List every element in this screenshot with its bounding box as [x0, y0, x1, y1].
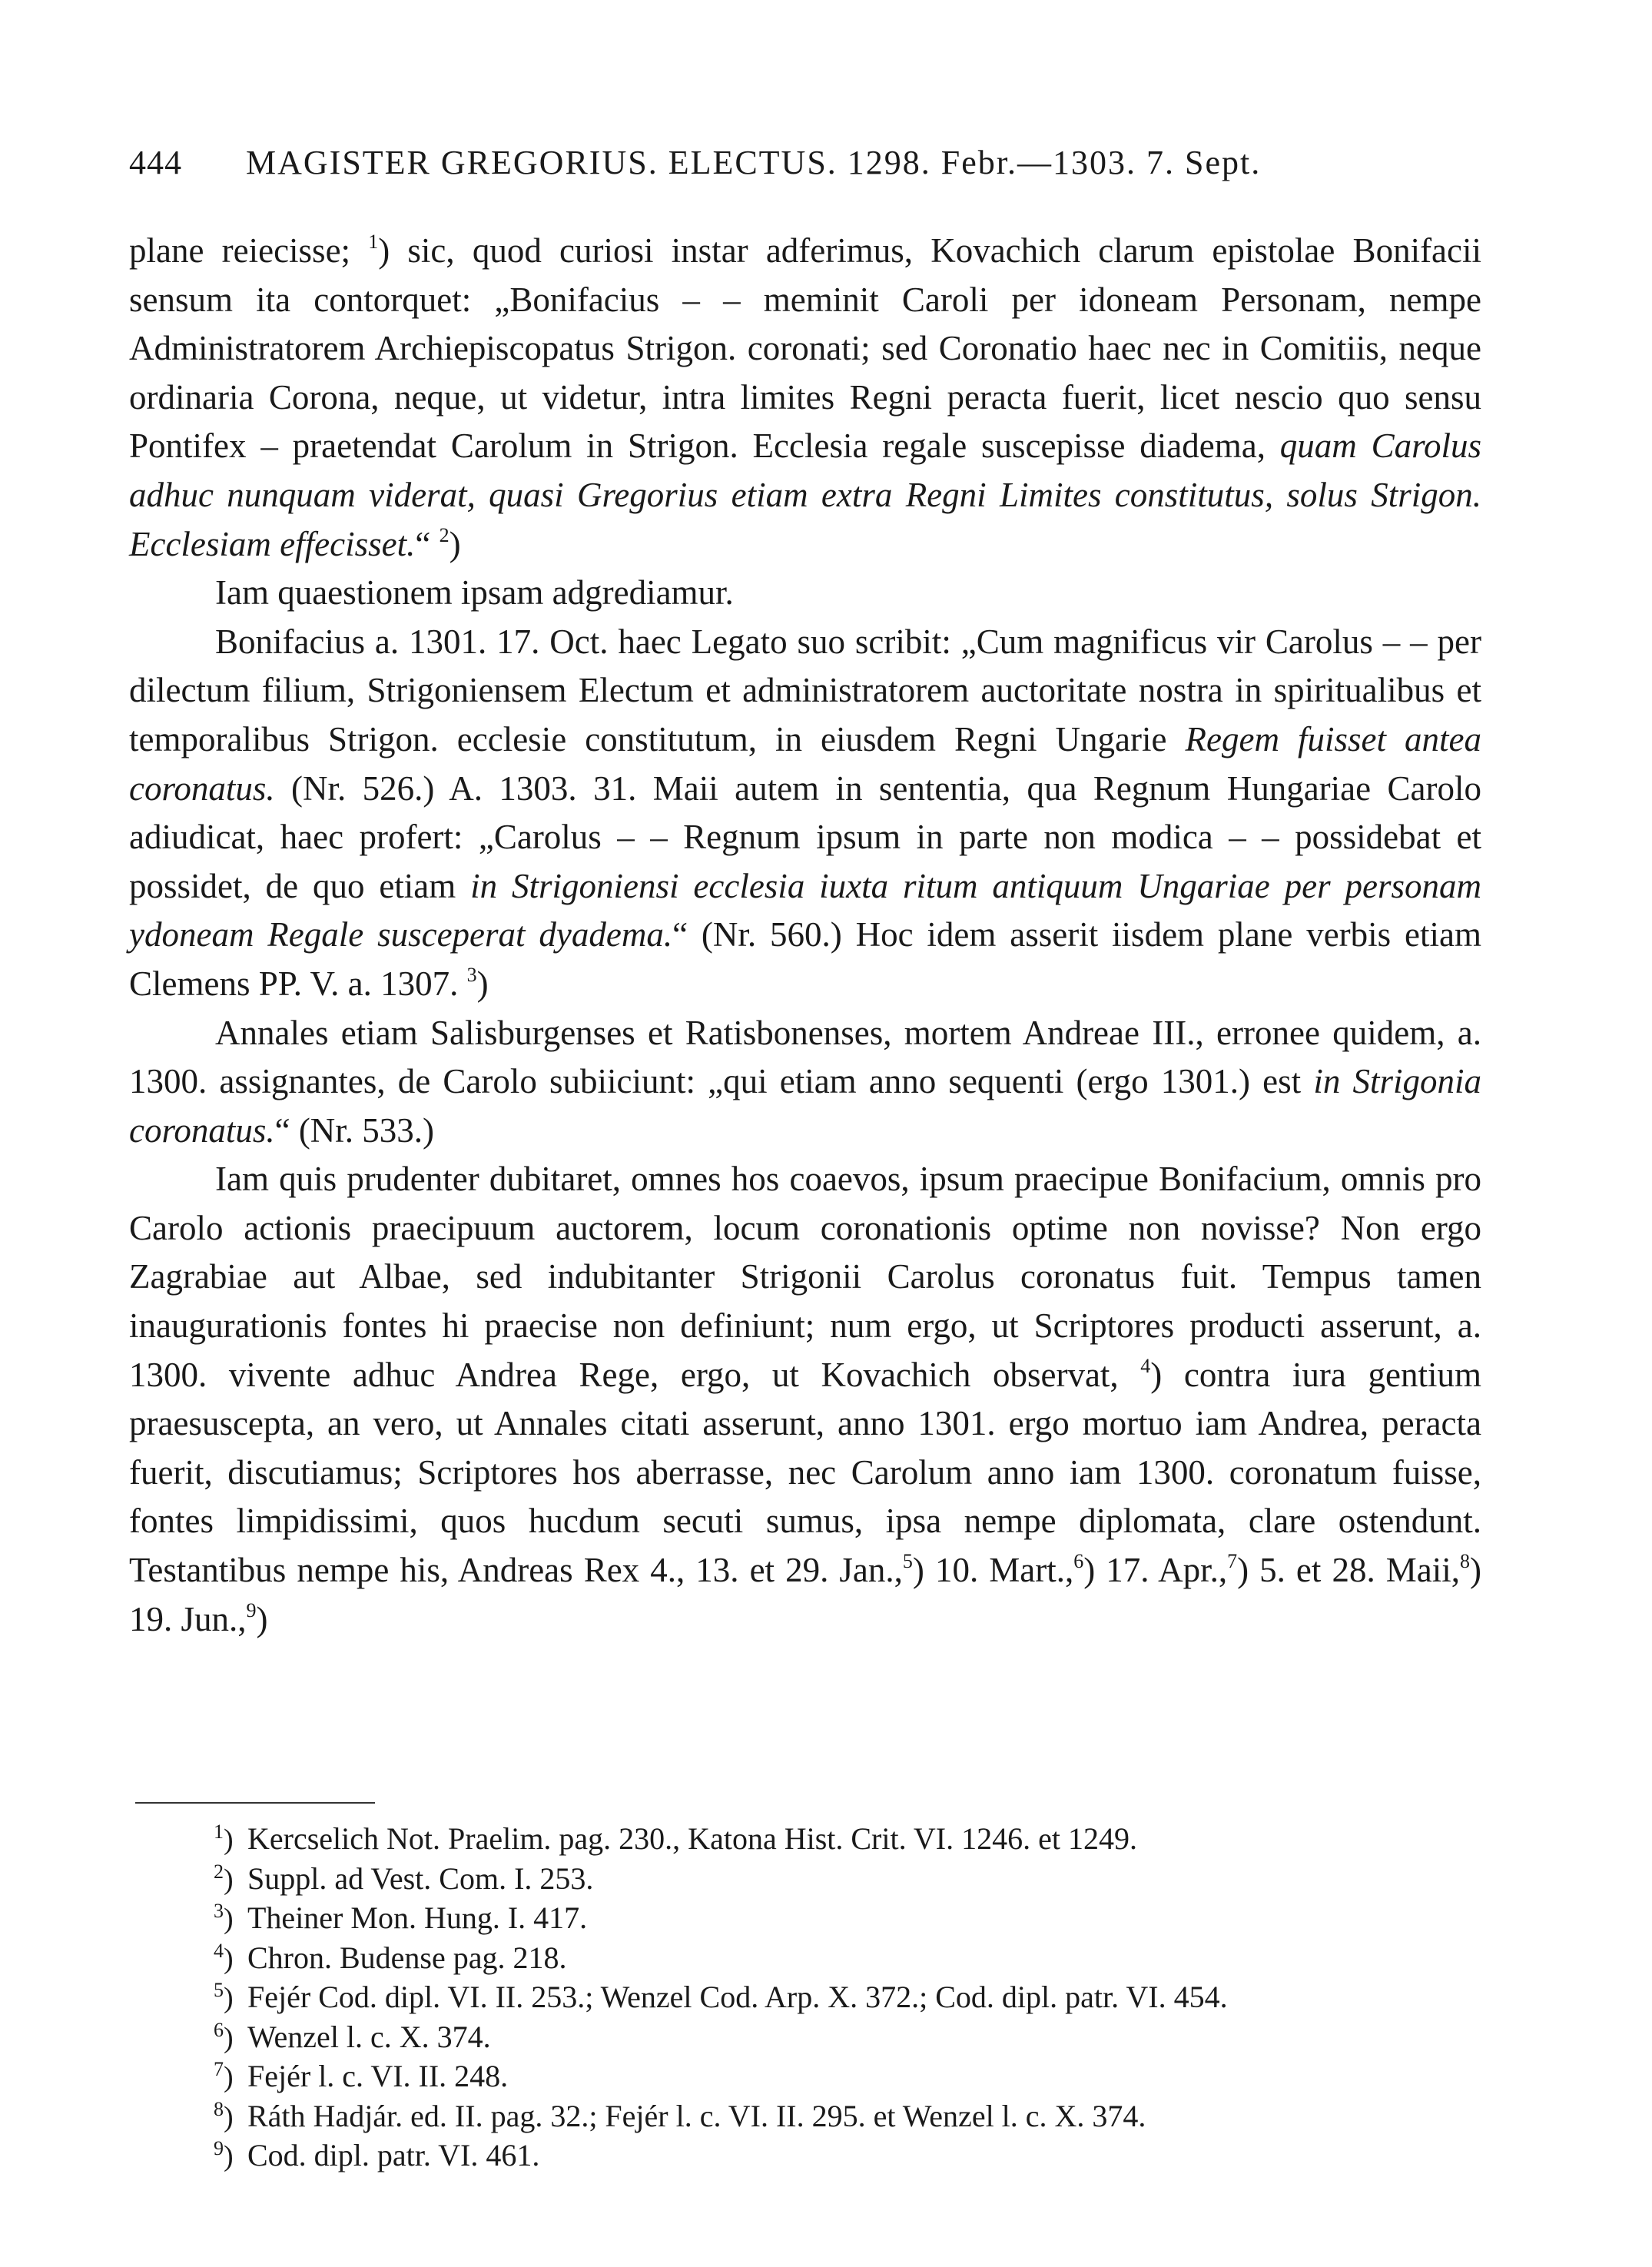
italic-text: quam Carolus adhuc nunquam viderat, quasi Gregorius etiam extra Regni Limites constitutus, solus Strigon. Ecclesiam effecisset. — [129, 427, 1481, 563]
footnote-number: 5 — [214, 1979, 224, 2001]
text-run: “ (Nr. 560.) Hoc idem asserit iisdem plane verbis etiam Clemens PP. V. a. 1307. — [129, 915, 1481, 1003]
footnote-marker: $^3$) — [214, 1900, 234, 1935]
footnote — [214, 1899, 1481, 1939]
footnotes — [214, 1820, 1481, 2176]
text-run: ) — [449, 524, 461, 563]
text-run: ) sic, quod curiosi instar adferimus, Kovachich clarum epistolae Bonifacii sensum ita contorquet: „Bonifacius – – meminit Caroli per idoneam Personam, nempe Administratorem Archiepiscopatus Strigon. coronati; sed Coronatio haec nec in Comitiis, neque ordinaria Corona, neque, ut videtur, intra limites Regni peracta fuerit, licet nescio quo sensu Pontifex – praetendat Carolum in Strigon. Ecclesia regale suscepisse diadema, — [129, 231, 1482, 466]
footnote-reference: 1 — [368, 231, 379, 253]
footnote-number: 9 — [214, 2137, 224, 2159]
text-run: Iam quaestionem ipsam adgrediamur. — [215, 573, 734, 612]
text-run: “ — [415, 524, 440, 563]
footnote-text: Wenzel l. c. X. 374. — [247, 2019, 491, 2054]
footnote — [214, 2097, 1481, 2137]
text-run: ) 5. et 28. Maii, — [1237, 1551, 1460, 1590]
footnote-text: Ráth Hadjár. ed. II. pag. 32.; Fejér l. c. VI. II. 295. et Wenzel l. c. X. 374. — [247, 2098, 1146, 2133]
footnote-marker: $^1$) — [214, 1821, 234, 1856]
page-number: 444 — [129, 144, 182, 181]
paragraph — [129, 569, 1481, 618]
paragraph — [129, 1155, 1481, 1644]
footnote-reference: 2 — [439, 523, 449, 546]
paragraph — [129, 618, 1481, 1009]
footnote-text: Suppl. ad Vest. Com. I. 253. — [247, 1860, 594, 1896]
footnote-marker: $^6$) — [214, 2018, 234, 2054]
footnote-reference: 4 — [1140, 1354, 1151, 1377]
text-run: ) — [256, 1599, 268, 1638]
footnote — [214, 1978, 1481, 2018]
footnote-reference: 7 — [1227, 1550, 1238, 1573]
footnote-number: 7 — [214, 2058, 224, 2080]
main-text — [129, 227, 1481, 1644]
footnote-text: Fejér Cod. dipl. VI. II. 253.; Wenzel Cod. Arp. X. 372.; Cod. dipl. patr. VI. 454. — [247, 1980, 1228, 2014]
footnote-text: Cod. dipl. patr. VI. 461. — [247, 2138, 540, 2172]
footnote-number: 4 — [214, 1939, 224, 1962]
footnote-divider — [135, 1802, 375, 1804]
footnote-number: 3 — [214, 1900, 224, 1922]
footnote-text: Fejér l. c. VI. II. 248. — [247, 2059, 509, 2093]
text-run: plane reiecisse; — [129, 231, 369, 270]
footnote-number: 2 — [214, 1860, 224, 1883]
footnote-reference: 8 — [1459, 1550, 1470, 1573]
italic-text: Regem fuisset antea coronatus. — [129, 719, 1481, 808]
footnote-reference: 3 — [466, 963, 477, 986]
footnote — [214, 1820, 1481, 1860]
running-title: MAGISTER GREGORIUS. ELECTUS. 1298. Febr.—1303. 7. Sept. — [246, 144, 1262, 181]
footnote-reference: 9 — [246, 1598, 257, 1621]
text-run: ) 10. Mart., — [912, 1551, 1074, 1590]
footnote-marker: $^2$) — [214, 1860, 234, 1896]
footnote-marker: $^8$) — [214, 2097, 234, 2133]
footnote-reference: 5 — [902, 1550, 913, 1573]
footnote-text: Chron. Budense pag. 218. — [247, 1940, 567, 1975]
paragraph — [129, 227, 1481, 569]
footnote-number: 1 — [214, 1821, 224, 1843]
text-run: Annales etiam Salisburgenses et Ratisbonenses, mortem Andreae III., erronee quidem, a. 1300. assignantes, de Carolo subiiciunt: „qui etiam anno sequenti (ergo 1301.) est — [129, 1013, 1481, 1101]
text-run: ) 19. Jun., — [129, 1551, 1481, 1638]
text-run: Iam quis prudenter dubitaret, omnes hos coaevos, ipsum praecipue Bonifacium, omnis pro Carolo actionis praecipuum auctorem, locum coronationis optime non novisse? Non ergo Zagrabiae aut Albae, sed indubitanter Strigonii Carolus coronatus fuit. Tempus tamen inaugurationis fontes hi praecise non definiunt; num ergo, ut Scriptores producti asserunt, a. 1300. vivente adhuc Andrea Rege, ergo, ut Kovachich observat, — [129, 1160, 1481, 1394]
text-run: ) contra iura gentium praesuscepta, an vero, ut Annales citati asserunt, anno 1301. ergo mortuo iam Andrea, peracta fuerit, discutiamus; Scriptores hos aberrasse, nec Carolum anno iam 1300. coronatum fuisse, fontes limpidissimi, quos hucdum secuti sumus, ipsa nempe diplomata, clare ostendunt. Testantibus nempe his, Andreas Rex 4., 13. et 29. Jan., — [129, 1355, 1481, 1590]
text-run: ) — [476, 964, 489, 1003]
footnote — [214, 1860, 1481, 1900]
text-run: (Nr. 526.) A. 1303. 31. Maii autem in sententia, qua Regnum Hungariae Carolo adiudicat, haec profert: „Carolus – – Regnum ipsum in parte non modica – – possidebat et possidet, de quo etiam — [129, 768, 1481, 905]
running-header — [129, 143, 1481, 189]
footnote-marker: $^5$) — [214, 1979, 234, 2014]
italic-text: in Strigoniensi ecclesia iuxta ritum antiquum Ungariae per personam ydoneam Regale susceperat dyadema. — [129, 866, 1481, 954]
footnote-text: Kercselich Not. Praelim. pag. 230., Katona Hist. Crit. VI. 1246. et 1249. — [247, 1821, 1137, 1856]
footnote — [214, 2018, 1481, 2058]
footnote — [214, 2136, 1481, 2176]
footnote-marker: $^4$) — [214, 1939, 234, 1975]
footnote-text: Theiner Mon. Hung. I. 417. — [247, 1900, 588, 1935]
text-run: Bonifacius a. 1301. 17. Oct. haec Legato suo scribit: „Cum magnificus vir Carolus – – per dilectum filium, Strigoniensem Electum et administratorem auctoritate nostra in spiritualibus et temporalibus Strigon. ecclesie constitutum, in eiusdem Regni Ungarie — [129, 622, 1481, 758]
footnote — [214, 1939, 1481, 1979]
footnote-marker: $^9$) — [214, 2137, 234, 2172]
footnote-number: 8 — [214, 2097, 224, 2120]
text-run: “ (Nr. 533.) — [274, 1110, 435, 1150]
footnote-number: 6 — [214, 2018, 224, 2041]
footnote-marker: $^7$) — [214, 2058, 234, 2093]
paragraph — [129, 1009, 1481, 1156]
italic-text: in Strigonia coronatus. — [129, 1062, 1481, 1150]
text-run: ) 17. Apr., — [1083, 1551, 1228, 1590]
footnote-reference: 6 — [1073, 1550, 1084, 1573]
footnote — [214, 2057, 1481, 2097]
